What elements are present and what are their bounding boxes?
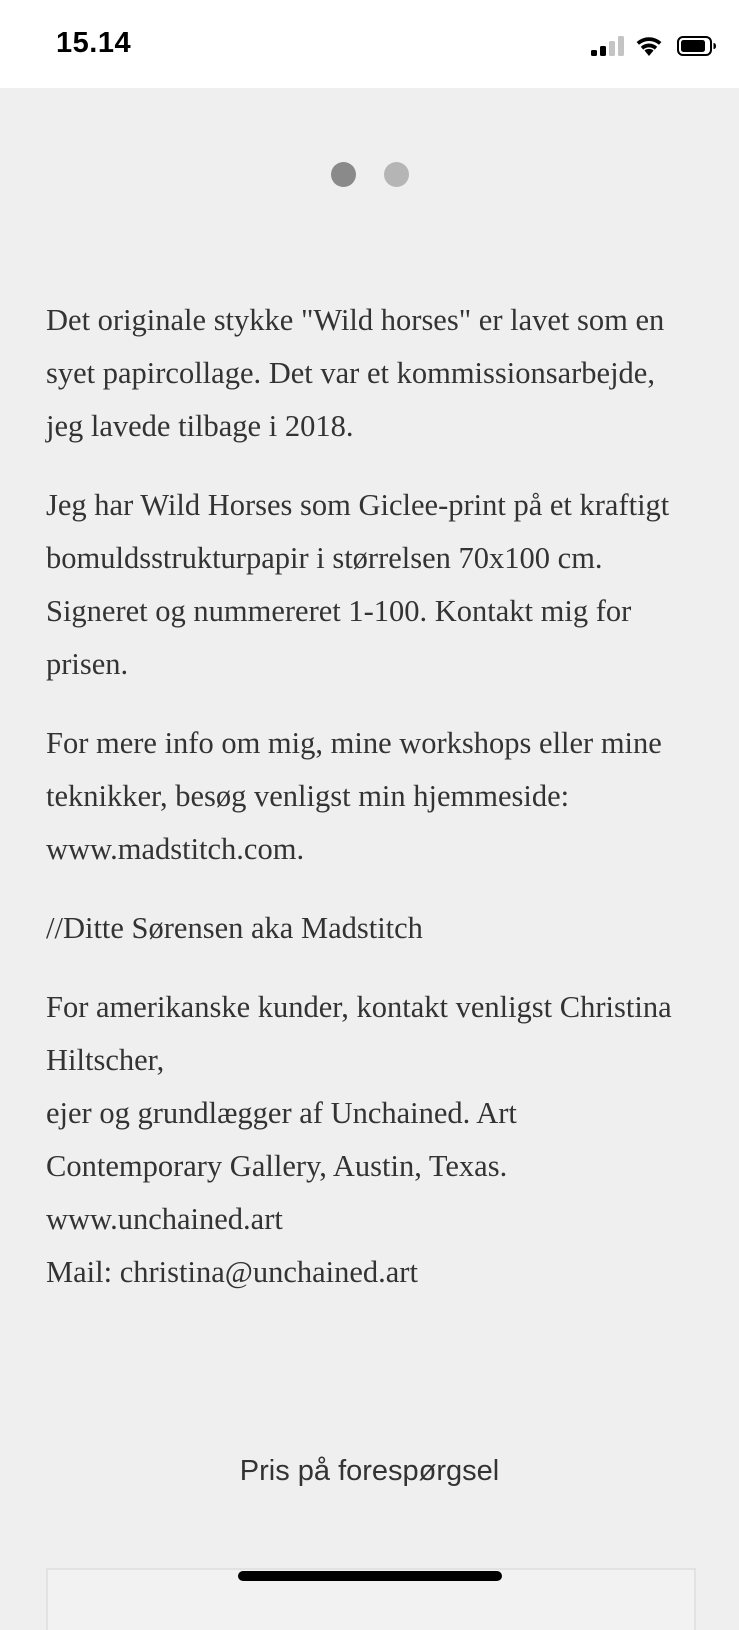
description-paragraph: Jeg har Wild Horses som Giclee-print på et kraftigt bomuldsstrukturpapir i størrelsen 70x100 cm. Signeret og nummereret 1-100. Kontakt mig for prisen. [46,488,670,681]
contact-line: For amerikanske kunder, kontakt venligst Christina Hiltscher, [46,990,672,1077]
signal-icon [591,36,625,56]
carousel-dot-2[interactable] [384,162,409,187]
status-time: 15.14 [56,27,132,59]
signature: //Ditte Sørensen aka Madstitch [46,911,423,945]
carousel-dots [0,162,739,188]
contact-block [46,981,696,1299]
product-description [46,294,696,1299]
carousel-dot-1[interactable] [331,162,356,187]
contact-email: Mail: christina@unchained.art [46,1255,418,1289]
status-icons [591,34,711,58]
battery-icon [677,36,717,56]
contact-website: www.unchained.art [46,1202,283,1236]
contact-line: ejer og grundlægger af Unchained. Art Contemporary Gallery, Austin, Texas. [46,1096,517,1183]
description-paragraph: For mere info om mig, mine workshops eller mine teknikker, besøg venligst min hjemmeside: www.madstitch.com. [46,726,662,866]
wifi-icon [634,34,664,56]
description-paragraph: Det originale stykke "Wild horses" er lavet som en syet papircollage. Det var et kommissionsarbejde, jeg lavede tilbage i 2018. [46,303,665,443]
status-bar [0,0,739,88]
home-indicator[interactable] [238,1571,502,1581]
price-label: Pris på forespørgsel [239,1455,500,1487]
